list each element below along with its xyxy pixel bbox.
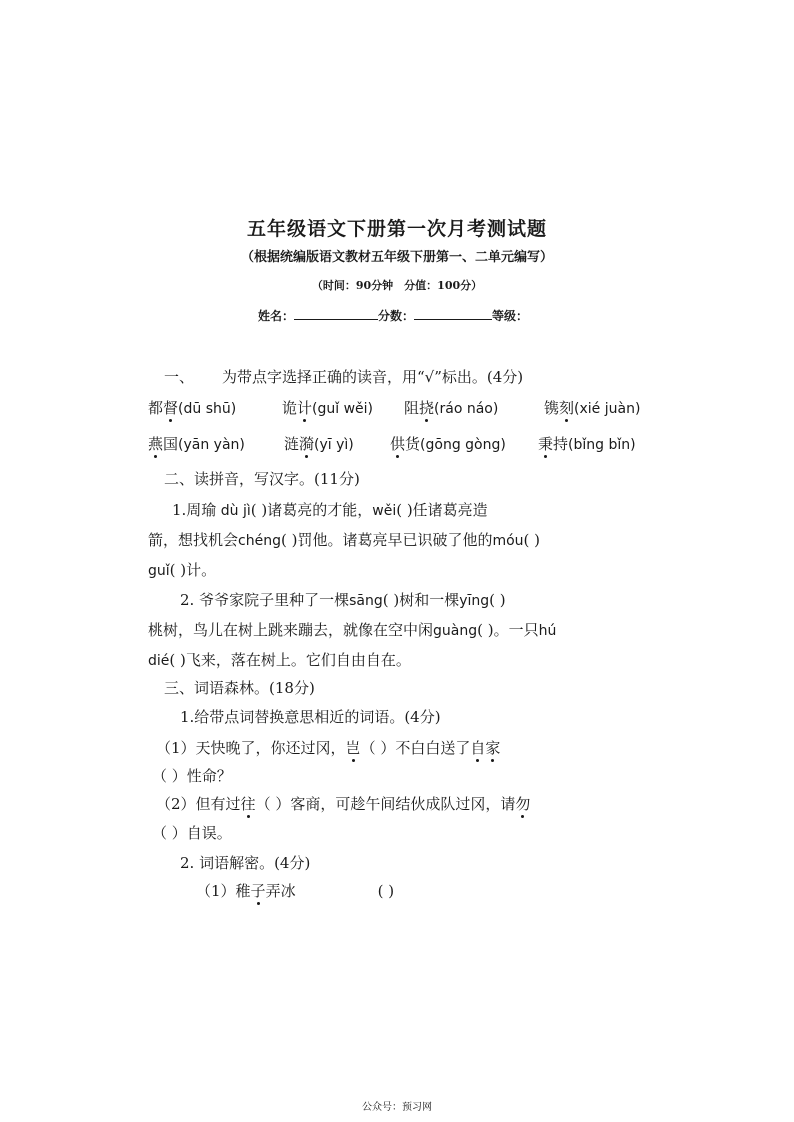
q1-item	[284, 433, 354, 454]
q1-item	[148, 397, 236, 418]
dotted-char: 子	[250, 882, 266, 900]
q2-p1-line3	[148, 559, 216, 580]
q2-p1-line1	[172, 499, 488, 520]
q1-item	[538, 433, 636, 454]
text: ( )飞来，落在树上。它们自由自在。	[169, 651, 411, 669]
dotted-char: 刻	[559, 399, 575, 417]
q2-p2-line3	[148, 649, 411, 670]
answer-blank: ( )	[377, 882, 395, 900]
q3-sub2-heading: 2. 词语解密。(4分)	[180, 854, 311, 872]
dotted-char: 漪	[299, 435, 315, 453]
q3-s1-line2: （ ）性命？	[152, 767, 232, 785]
q2-heading: 二、读拼音，写汉字。(11分)	[164, 470, 360, 488]
dotted-char: 计	[297, 399, 313, 417]
text: ( )任诸葛亮造	[396, 501, 488, 519]
text: 箭，想找机会	[148, 531, 239, 549]
dotted-char: 督	[163, 399, 179, 417]
pinyin-options: (guǐ wěi)	[312, 401, 374, 417]
grade-label: 等级：	[492, 309, 529, 323]
pinyin-options: (yī yì)	[314, 437, 354, 453]
q1-number: 一、	[164, 368, 195, 386]
text: 弄冰	[265, 882, 296, 900]
q1-heading	[164, 366, 523, 387]
q1-item	[282, 397, 373, 418]
text: ( )。一只	[477, 621, 539, 639]
q1-instruction: 为带点字选择正确的读音，用“√”标出。(4分)	[222, 368, 524, 386]
word-char: 涟	[284, 435, 300, 453]
text: （ ）不白白送了	[360, 739, 471, 757]
text: （2）但有过	[156, 795, 241, 813]
pinyin: yīng	[459, 593, 490, 609]
pinyin: dié	[148, 653, 170, 669]
name-blank	[294, 307, 378, 320]
score-blank	[414, 307, 492, 320]
pinyin: chéng	[238, 533, 281, 549]
text: （1）天快晚了，你还过冈，	[156, 739, 346, 757]
word-char: 阻	[404, 399, 420, 417]
q2-p2-line2	[148, 619, 556, 640]
q3-s1-line1	[156, 737, 500, 758]
page-footer: 公众号：预习网	[362, 1102, 432, 1113]
pinyin: guǐ	[148, 563, 170, 579]
dotted-char: 勿	[515, 795, 531, 813]
pinyin-options: (ráo náo)	[434, 401, 499, 417]
q1-item	[544, 397, 640, 418]
name-label: 姓名：	[258, 309, 295, 323]
pinyin: móu	[492, 533, 524, 549]
q2-p1-line2	[148, 529, 540, 550]
word-char: 都	[148, 399, 164, 417]
dotted-char: 岂	[345, 739, 361, 757]
word-char: 诡	[282, 399, 298, 417]
pinyin: wěi	[372, 503, 397, 519]
q2-p2-line1	[180, 589, 506, 610]
text: 1.周瑜	[172, 501, 217, 519]
q1-item	[390, 433, 506, 454]
text: ( )	[523, 531, 541, 549]
text: ( )罚他。诸葛亮早已识破了他的	[280, 531, 493, 549]
page-title: 五年级语文下册第一次月考测试题	[246, 218, 547, 240]
text: 2. 爷爷家院子里种了一棵	[180, 591, 350, 609]
score-label: 分数：	[378, 309, 415, 323]
time-info: （时间：90分钟 分值：100分）	[311, 279, 483, 292]
text: ( )树和一棵	[382, 591, 460, 609]
pinyin-options: (gōng gòng)	[420, 437, 506, 453]
page-subtitle: （根据统编版语文教材五年级下册第一、二单元编写）	[240, 250, 553, 265]
q1-item	[148, 433, 245, 454]
dotted-char: 自	[470, 739, 486, 757]
dotted-char: 家	[485, 739, 501, 757]
text: ( )	[489, 591, 506, 609]
text: （ ）客商，可趁午间结伙成队过冈，请	[255, 795, 516, 813]
q3-s1-line3	[156, 793, 530, 814]
text: （1）稚	[196, 882, 251, 900]
q3-s1-line4: （ ）自误。	[152, 824, 232, 842]
word-char: 镌	[544, 399, 560, 417]
q3-s2-line1	[196, 880, 394, 901]
dotted-char: 燕	[148, 435, 164, 453]
q1-item	[404, 397, 498, 418]
word-char: 货	[405, 435, 421, 453]
q3-heading: 三、词语森林。(18分)	[164, 679, 315, 697]
student-info-line	[258, 307, 528, 324]
text: ( )诸葛亮的才能，	[250, 501, 373, 519]
pinyin: hú	[538, 623, 557, 639]
pinyin: dù jì	[216, 503, 251, 519]
text: ( )计。	[169, 561, 217, 579]
pinyin-options: (yān yàn)	[178, 437, 245, 453]
dotted-char: 往	[240, 795, 256, 813]
dotted-char: 挠	[419, 399, 435, 417]
pinyin: sāng	[349, 593, 383, 609]
word-char: 持	[553, 435, 569, 453]
q3-sub1-heading: 1.给带点词替换意思相近的词语。(4分)	[180, 708, 441, 726]
pinyin-options: (dū shū)	[178, 401, 237, 417]
pinyin-options: (xié juàn)	[574, 401, 641, 417]
word-char: 国	[163, 435, 179, 453]
pinyin: guàng	[433, 623, 478, 639]
dotted-char: 秉	[538, 435, 554, 453]
dotted-char: 供	[390, 435, 406, 453]
text: 桃树，鸟儿在树上跳来蹦去，就像在空中闲	[148, 621, 434, 639]
pinyin-options: (bǐng bǐn)	[568, 437, 636, 453]
